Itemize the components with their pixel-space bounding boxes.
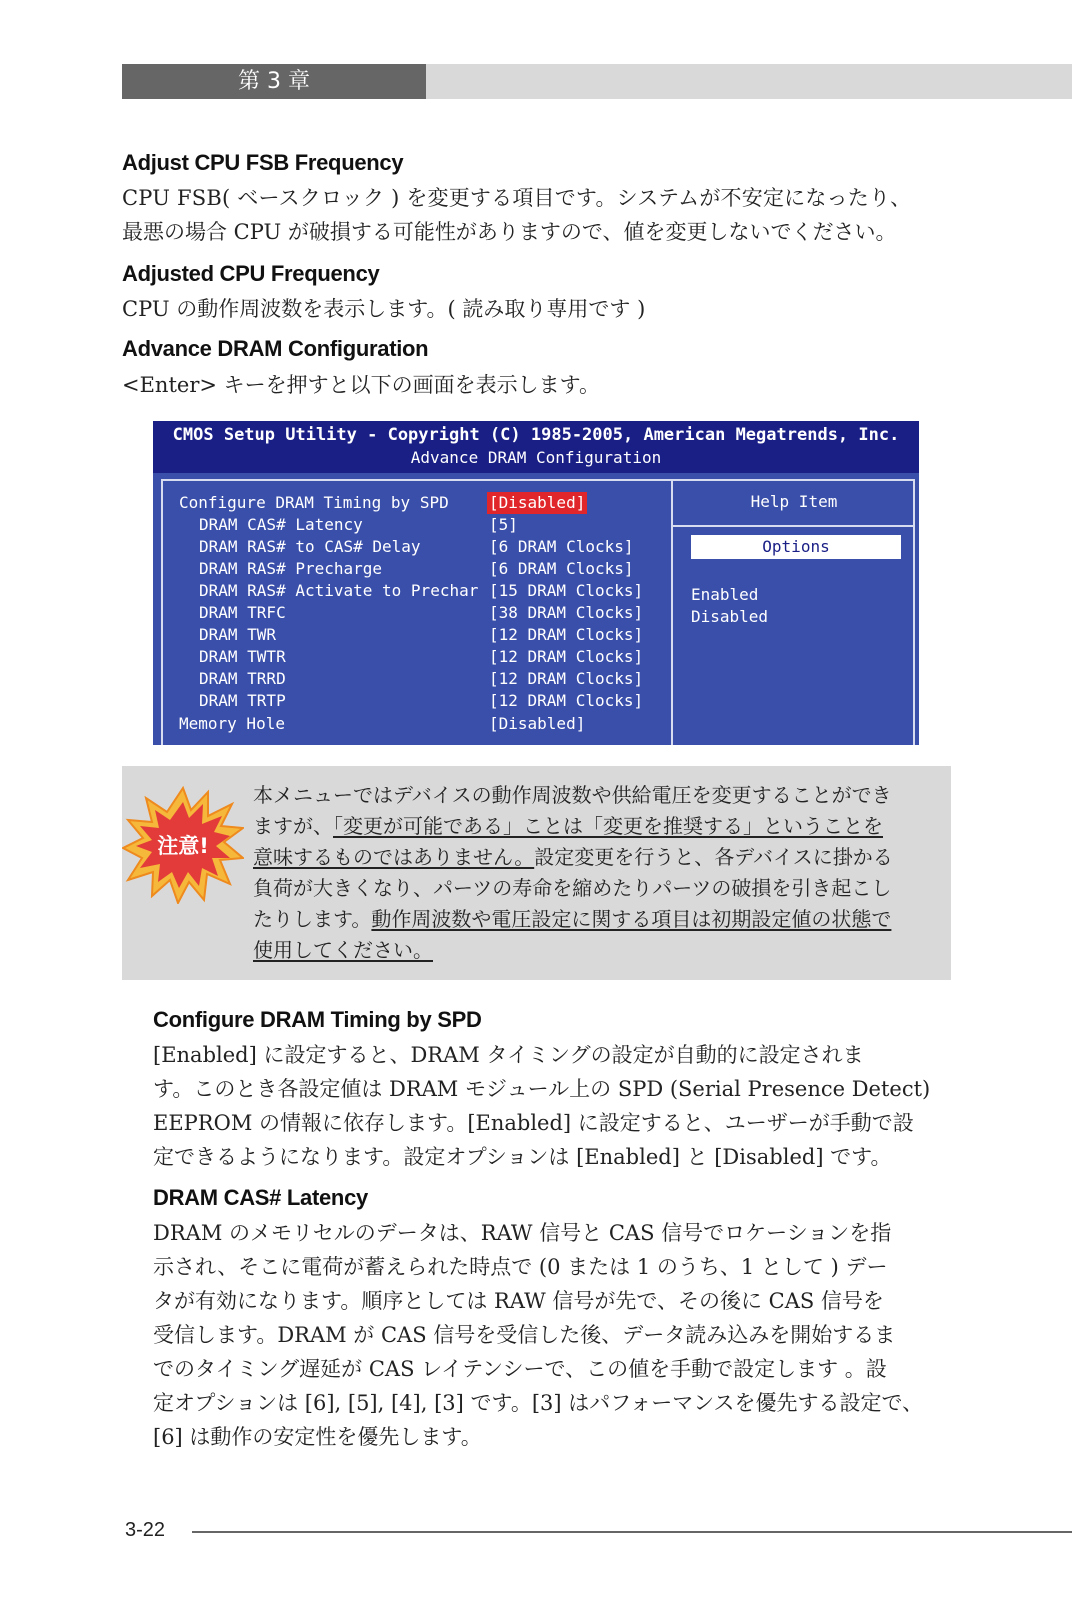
paragraph-line: <Enter> キーを押すと以下の画面を表示します。: [122, 373, 600, 397]
caution-underlined-text: 意味するものではありません。: [253, 845, 535, 869]
caution-line: [253, 935, 433, 966]
caution-text: 設定変更を行うと、各デバイスに掛かる: [534, 845, 893, 869]
footer-rule: [192, 1531, 1072, 1533]
bios-setting-label[interactable]: DRAM TRFC: [199, 603, 286, 622]
paragraph-line: 受信します。DRAM が CAS 信号を受信した後、データ読み込みを開始するま: [153, 1323, 896, 1347]
bios-setting-label[interactable]: DRAM TWTR: [199, 647, 286, 666]
bios-setting-value[interactable]: [6 DRAM Clocks]: [489, 537, 634, 556]
bios-setting-label[interactable]: DRAM RAS# Activate to Prechar: [199, 581, 479, 600]
bios-setting-label[interactable]: DRAM RAS# to CAS# Delay: [199, 537, 421, 556]
caution-line: 本メニューではデバイスの動作周波数や供給電圧を変更することができ: [253, 783, 892, 807]
caution-line: [253, 811, 883, 842]
bios-setting-value[interactable]: [38 DRAM Clocks]: [489, 603, 644, 622]
bios-help-divider: [673, 525, 915, 527]
page-number: 3-22: [125, 1519, 166, 1541]
paragraph-line: す。このとき各設定値は DRAM モジュール上の SPD (Serial Presence Detect): [153, 1077, 931, 1101]
paragraph-line: EEPROM の情報に依存します。[Enabled] に設定すると、ユーザーが手動で設: [153, 1111, 914, 1135]
paragraph-line: [6] は動作の安定性を優先します。: [153, 1425, 482, 1449]
paragraph-line: 定できるようになります。設定オプションは [Enabled] と [Disabled] です。: [153, 1145, 892, 1169]
bios-setting-label[interactable]: DRAM TRTP: [199, 691, 286, 710]
heading-adjust-cpu-fsb: Adjust CPU FSB Frequency: [122, 150, 404, 175]
paragraph-line: でのタイミング遅延が CAS レイテンシーで、この値を手動で設定します 。設: [153, 1357, 887, 1381]
bios-setting-value[interactable]: [5]: [489, 515, 518, 534]
bios-setting-value[interactable]: [12 DRAM Clocks]: [489, 669, 644, 688]
bios-screenshot: [153, 421, 919, 745]
bios-divider: [671, 479, 673, 745]
bios-setting-label[interactable]: Memory Hole: [179, 714, 285, 733]
paragraph-line: タが有効になります。順序としては RAW 信号が先で、その後に CAS 信号を: [153, 1289, 884, 1313]
caution-underlined-text: 「変更が可能である」ことは「変更を推奨する」ということを: [333, 814, 883, 838]
bios-help-item: Help Item: [750, 492, 838, 511]
bios-setting-value[interactable]: [6 DRAM Clocks]: [489, 559, 634, 578]
caution-underlined-text: 使用してください。: [253, 938, 433, 962]
bios-setting-label[interactable]: DRAM TWR: [199, 625, 277, 644]
caution-text: ますが、: [253, 814, 333, 838]
heading-adjusted-cpu-frequency: Adjusted CPU Frequency: [122, 261, 380, 286]
bios-title: CMOS Setup Utility - Copyright (C) 1985-2005, American Megatrends, Inc.: [172, 425, 900, 445]
bios-subtitle: Advance DRAM Configuration: [410, 448, 662, 467]
bios-setting-value[interactable]: [12 DRAM Clocks]: [489, 625, 644, 644]
caution-line: 負荷が大きくなり、パーツの寿命を縮めたりパーツの破損を引き起こし: [253, 876, 892, 900]
bios-setting-label[interactable]: DRAM RAS# Precharge: [199, 559, 383, 578]
paragraph-line: CPU の動作周波数を表示します。( 読み取り専用です ): [122, 297, 646, 321]
paragraph-line: 示され、そこに電荷が蓄えられた時点で (0 または 1 のうち、1 として ) デー: [153, 1255, 888, 1279]
paragraph-line: 定オプションは [6], [5], [4], [3] です。[3] はパフォーマンスを優先する設定で、: [153, 1391, 924, 1415]
heading-dram-cas-latency: DRAM CAS# Latency: [153, 1185, 368, 1210]
caution-underlined-text: 動作周波数や電圧設定に関する項目は初期設定値の状態で: [371, 907, 892, 931]
chapter-label: 第 3 章: [238, 69, 310, 94]
heading-configure-dram-timing: Configure DRAM Timing by SPD: [153, 1007, 482, 1032]
bios-setting-label[interactable]: DRAM CAS# Latency: [199, 515, 363, 534]
bios-help-option: Disabled: [691, 607, 769, 626]
bios-help-option: Enabled: [691, 585, 759, 604]
paragraph-line: [Enabled] に設定すると、DRAM タイミングの設定が自動的に設定されま: [153, 1043, 864, 1067]
caution-burst-icon: [122, 786, 244, 904]
paragraph-line: CPU FSB( ベースクロック ) を変更する項目です。システムが不安定になったり、: [122, 186, 912, 210]
bios-setting-value[interactable]: [15 DRAM Clocks]: [489, 581, 644, 600]
bios-setting-value-selected[interactable]: [Disabled]: [489, 493, 586, 512]
caution-line: [253, 842, 893, 873]
bios-setting-label[interactable]: DRAM TRRD: [199, 669, 286, 688]
paragraph-line: DRAM のメモリセルのデータは、RAW 信号と CAS 信号でロケーションを指: [153, 1221, 892, 1245]
bios-setting-label[interactable]: Configure DRAM Timing by SPD: [179, 493, 449, 512]
bios-options-label: Options: [691, 535, 901, 559]
caution-line: [253, 904, 891, 935]
bios-setting-value[interactable]: [12 DRAM Clocks]: [489, 647, 644, 666]
paragraph-line: 最悪の場合 CPU が破損する可能性がありますので、値を変更しないでください。: [122, 220, 897, 244]
bios-setting-value[interactable]: [Disabled]: [489, 714, 586, 733]
heading-advance-dram-configuration: Advance DRAM Configuration: [122, 336, 429, 361]
caution-badge-text: 注意!: [157, 834, 209, 858]
caution-text: たりします。: [253, 907, 372, 931]
bios-setting-value[interactable]: [12 DRAM Clocks]: [489, 691, 644, 710]
